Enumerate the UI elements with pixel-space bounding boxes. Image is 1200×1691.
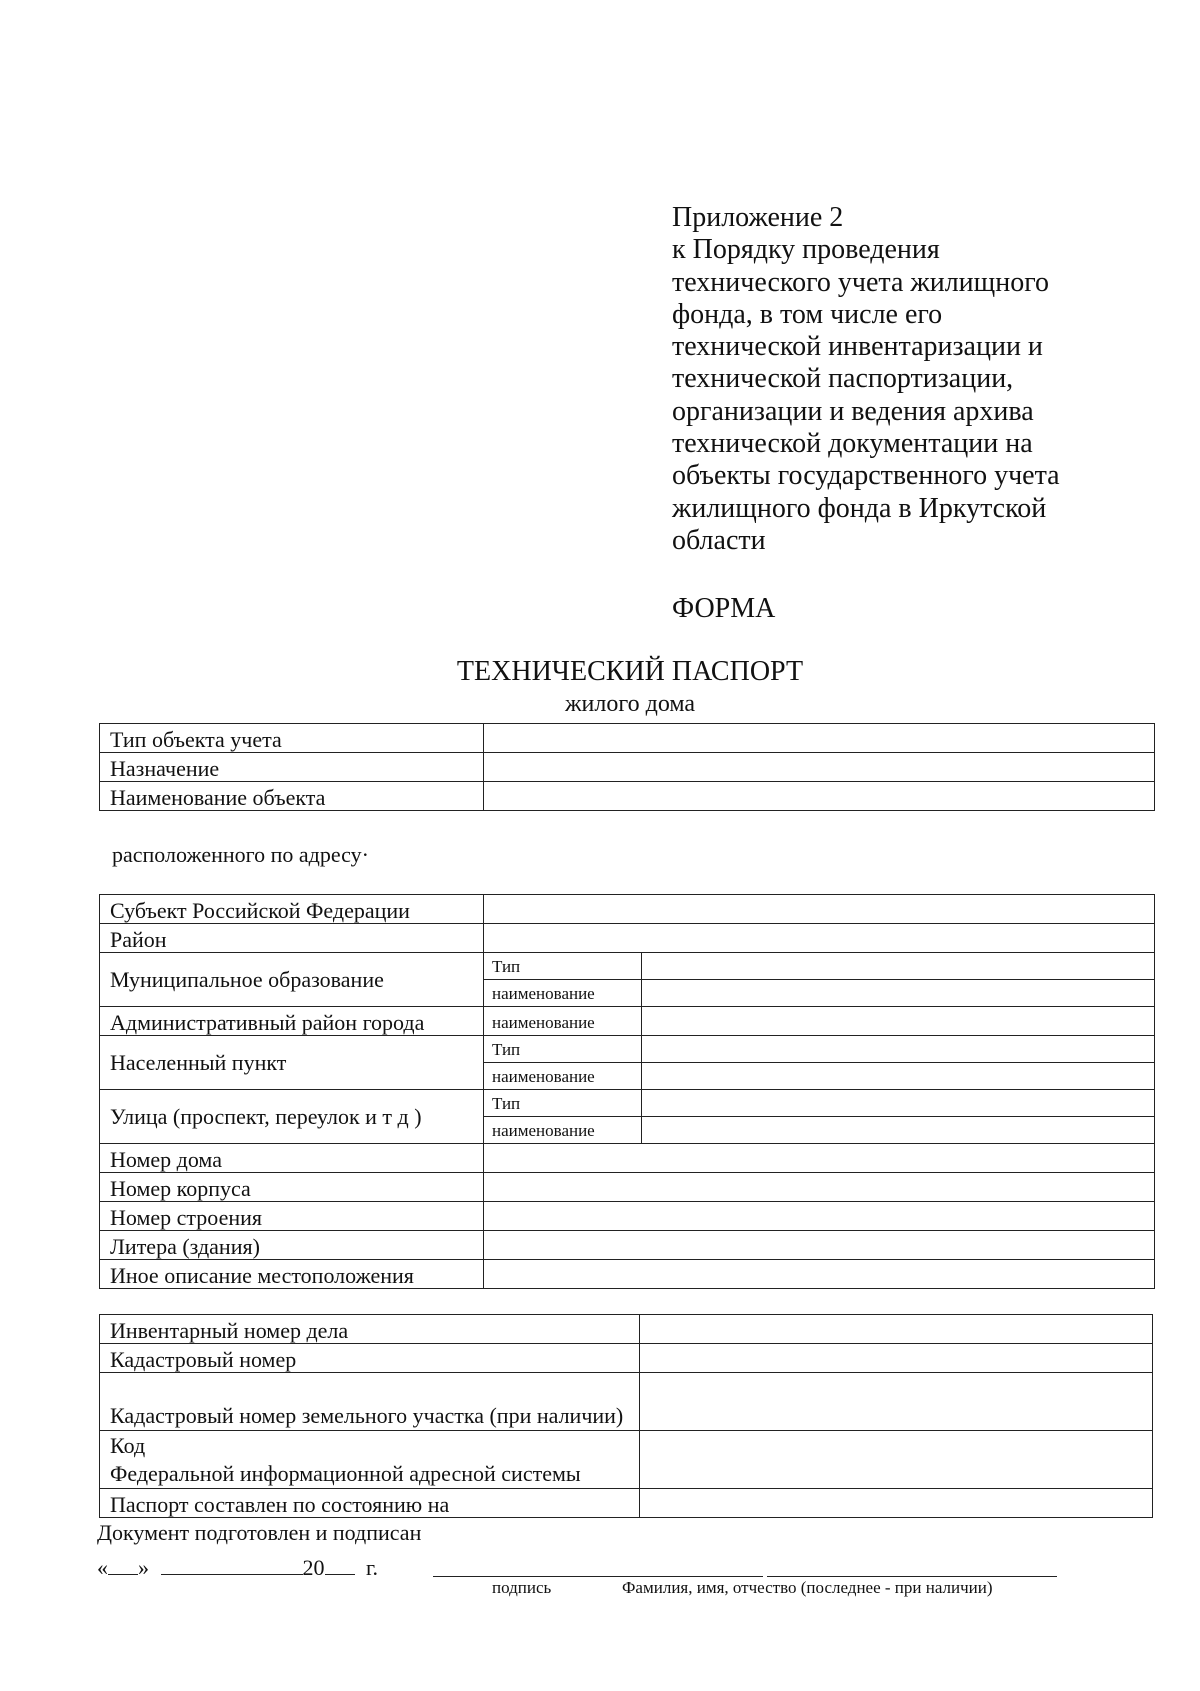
- building-number-field[interactable]: [484, 1173, 1155, 1202]
- table-row: [100, 953, 1155, 980]
- subject-field[interactable]: [484, 895, 1155, 924]
- letter-field[interactable]: [484, 1231, 1155, 1260]
- appendix-line: жилищного фонда в Иркутской: [672, 492, 1047, 524]
- street-label: Улица (проспект, переулок и т д ): [100, 1090, 484, 1144]
- cadastral-number-field[interactable]: [640, 1344, 1153, 1373]
- purpose-field[interactable]: [484, 753, 1155, 782]
- signature-blank[interactable]: [433, 1576, 763, 1577]
- street-name-field[interactable]: [642, 1117, 1155, 1144]
- cadastral-number-label: Кадастровый номер: [100, 1344, 640, 1373]
- object-table: [99, 723, 1155, 811]
- building-number-label: Номер корпуса: [100, 1173, 484, 1202]
- year-blank[interactable]: [325, 1554, 355, 1575]
- table-row: [100, 1231, 1155, 1260]
- close-quote: »: [138, 1555, 149, 1580]
- document-title: ТЕХНИЧЕСКИЙ ПАСПОРТ: [456, 656, 804, 687]
- appendix-line: области: [672, 524, 766, 556]
- table-row: [100, 1173, 1155, 1202]
- address-label: расположенного по адресу·: [112, 842, 369, 867]
- month-blank[interactable]: [161, 1554, 303, 1575]
- table-row: [100, 782, 1155, 811]
- settlement-name-label: наименование: [484, 1063, 642, 1090]
- document-subtitle: жилого дома: [564, 691, 696, 717]
- year-prefix: 20: [302, 1555, 325, 1580]
- inventory-number-field[interactable]: [640, 1315, 1153, 1344]
- municipality-type-field[interactable]: [642, 953, 1155, 980]
- table-row: [100, 1036, 1155, 1063]
- prepared-statement: Документ подготовлен и подписан: [97, 1520, 422, 1545]
- other-location-label: Иное описание местоположения: [100, 1260, 484, 1289]
- appendix-line: фонда, в том числе его: [672, 298, 943, 330]
- appendix-note: [672, 202, 1112, 557]
- year-suffix: г.: [366, 1555, 379, 1580]
- admin-district-name-field[interactable]: [642, 1007, 1155, 1036]
- admin-district-label: Административный район города: [100, 1007, 484, 1036]
- appendix-line: Приложение 2: [672, 202, 844, 233]
- admin-district-name-label: наименование: [484, 1007, 642, 1036]
- fias-code-label-line: Код: [110, 1433, 146, 1458]
- open-quote: «: [97, 1555, 108, 1580]
- house-number-field[interactable]: [484, 1144, 1155, 1173]
- settlement-name-field[interactable]: [642, 1063, 1155, 1090]
- appendix-line: технической инвентаризации и: [672, 331, 1043, 363]
- municipality-name-field[interactable]: [642, 980, 1155, 1007]
- appendix-line: технической паспортизации,: [672, 363, 1014, 395]
- object-type-field[interactable]: [484, 724, 1155, 753]
- settlement-label: Населенный пункт: [100, 1036, 484, 1090]
- district-label: Район: [100, 924, 484, 953]
- appendix-line: технического учета жилищного: [672, 266, 1050, 298]
- signature-caption: подпись: [492, 1578, 552, 1597]
- date-line: [97, 1554, 378, 1581]
- table-row: [100, 753, 1155, 782]
- municipality-name-label: наименование: [484, 980, 642, 1007]
- district-field[interactable]: [484, 924, 1155, 953]
- street-type-label: Тип: [484, 1090, 642, 1117]
- subject-label: Субъект Российской Федерации: [100, 895, 484, 924]
- day-blank[interactable]: [108, 1554, 138, 1575]
- inventory-number-label: Инвентарный номер дела: [100, 1315, 640, 1344]
- appendix-line: к Порядку проведения: [672, 234, 940, 266]
- table-row: [100, 924, 1155, 953]
- form-label: ФОРМА: [672, 593, 776, 624]
- table-row: [100, 895, 1155, 924]
- settlement-type-field[interactable]: [642, 1036, 1155, 1063]
- full-name-blank[interactable]: [767, 1576, 1057, 1577]
- table-row: [100, 1090, 1155, 1117]
- fias-code-label-line: Федеральной информационной адресной системы: [110, 1461, 581, 1486]
- table-row: [100, 1373, 1153, 1431]
- street-type-field[interactable]: [642, 1090, 1155, 1117]
- house-number-label: Номер дома: [100, 1144, 484, 1173]
- full-name-caption: Фамилия, имя, отчество (последнее - при наличии): [622, 1578, 993, 1597]
- letter-label: Литера (здания): [100, 1231, 484, 1260]
- table-row: [100, 1202, 1155, 1231]
- passport-date-field[interactable]: [640, 1489, 1153, 1518]
- purpose-label: Назначение: [100, 753, 484, 782]
- table-row: [100, 724, 1155, 753]
- appendix-line: технической документации на: [672, 428, 1033, 460]
- structure-number-field[interactable]: [484, 1202, 1155, 1231]
- municipality-type-label: Тип: [484, 953, 642, 980]
- appendix-line: объекты государственного учета: [672, 460, 1060, 492]
- table-row: [100, 1431, 1153, 1489]
- object-name-field[interactable]: [484, 782, 1155, 811]
- table-row: [100, 1315, 1153, 1344]
- structure-number-label: Номер строения: [100, 1202, 484, 1231]
- table-row: [100, 1344, 1153, 1373]
- registry-table: [99, 1314, 1153, 1518]
- other-location-field[interactable]: [484, 1260, 1155, 1289]
- fias-code-field[interactable]: [640, 1431, 1153, 1489]
- address-table: [99, 894, 1155, 1289]
- street-name-label: наименование: [484, 1117, 642, 1144]
- appendix-line: организации и ведения архива: [672, 395, 1034, 427]
- table-row: [100, 1489, 1153, 1518]
- table-row: [100, 1260, 1155, 1289]
- municipality-label: Муниципальное образование: [100, 953, 484, 1007]
- land-cadastral-number-label: Кадастровый номер земельного участка (при наличии): [100, 1373, 640, 1431]
- table-row: [100, 1144, 1155, 1173]
- table-row: [100, 1007, 1155, 1036]
- passport-date-label: Паспорт составлен по состоянию на: [100, 1489, 640, 1518]
- land-cadastral-number-field[interactable]: [640, 1373, 1153, 1431]
- fias-code-label: [100, 1431, 640, 1489]
- object-name-label: Наименование объекта: [100, 782, 484, 811]
- object-type-label: Тип объекта учета: [100, 724, 484, 753]
- settlement-type-label: Тип: [484, 1036, 642, 1063]
